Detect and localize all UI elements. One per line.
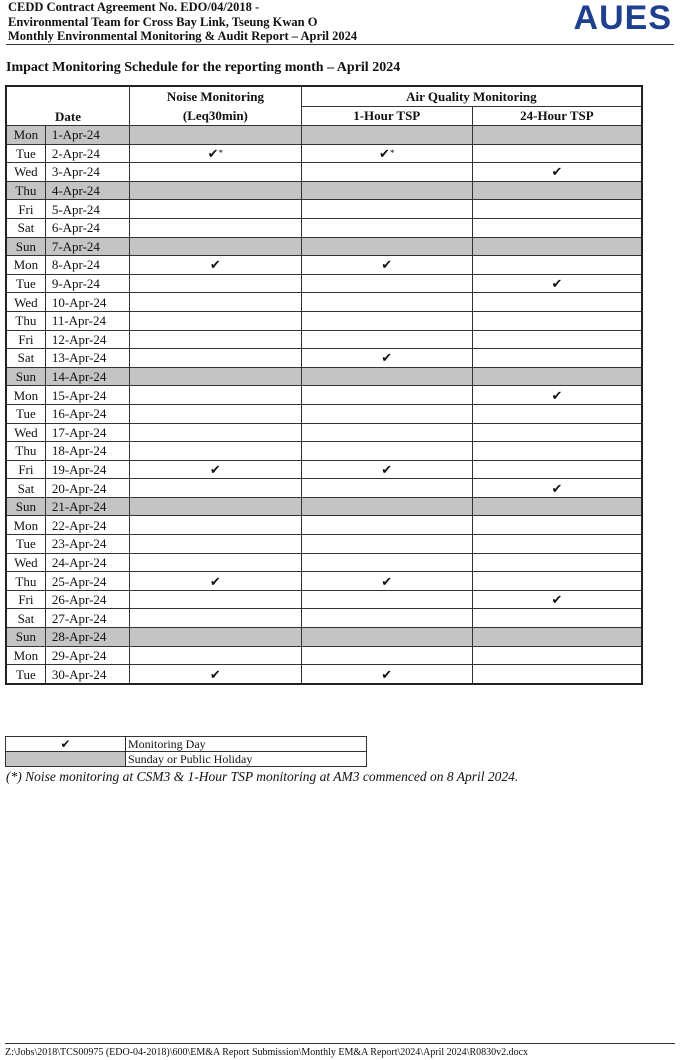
- noise-cell: [130, 349, 302, 368]
- day-cell: Thu: [6, 181, 45, 200]
- noise-cell: [130, 497, 302, 516]
- one-hour-tsp-cell: [301, 367, 472, 386]
- table-row: [6, 628, 642, 647]
- day-cell: Wed: [6, 163, 45, 182]
- date-cell: 5-Apr-24: [45, 200, 129, 219]
- asterisk-mark: *: [389, 147, 395, 158]
- noise-cell: [130, 535, 302, 554]
- day-cell: Fri: [6, 460, 45, 479]
- one-hour-tsp-cell: ✔: [301, 572, 472, 591]
- day-cell: Sun: [6, 367, 45, 386]
- date-cell: 9-Apr-24: [45, 274, 129, 293]
- noise-cell: [130, 200, 302, 219]
- date-cell: 15-Apr-24: [45, 386, 129, 405]
- noise-cell: ✔: [130, 256, 302, 275]
- twenty-four-hour-tsp-cell: [472, 256, 642, 275]
- noise-cell: [130, 516, 302, 535]
- one-hour-tsp-cell: [301, 423, 472, 442]
- one-hour-tsp-cell: [301, 404, 472, 423]
- date-cell: 25-Apr-24: [45, 572, 129, 591]
- twenty-four-hour-tsp-cell: [472, 367, 642, 386]
- date-cell: 18-Apr-24: [45, 442, 129, 461]
- noise-cell: ✔: [130, 665, 302, 684]
- footnote: (*) Noise monitoring at CSM3 & 1-Hour TSP monitoring at AM3 commenced on 8 April 2024.: [6, 769, 519, 784]
- table-row: [6, 516, 642, 535]
- noise-cell: [130, 479, 302, 498]
- day-cell: Tue: [6, 274, 45, 293]
- twenty-four-hour-tsp-cell: [472, 311, 642, 330]
- date-cell: 8-Apr-24: [45, 256, 129, 275]
- one-hour-tsp-cell: ✔*: [301, 144, 472, 163]
- one-hour-tsp-cell: [301, 330, 472, 349]
- table-row: [6, 218, 642, 237]
- date-cell: 28-Apr-24: [45, 628, 129, 647]
- table-row: [6, 330, 642, 349]
- one-hour-tsp-cell: ✔: [301, 256, 472, 275]
- table-row: [6, 386, 642, 405]
- noise-cell: [130, 237, 302, 256]
- twenty-four-hour-tsp-cell: [472, 423, 642, 442]
- one-hour-tsp-cell: [301, 553, 472, 572]
- one-hour-tsp-cell: [301, 237, 472, 256]
- one-hour-tsp-cell: ✔: [301, 460, 472, 479]
- document-header: [6, 0, 674, 45]
- day-cell: Thu: [6, 442, 45, 461]
- noise-cell: [130, 293, 302, 312]
- noise-cell: [130, 404, 302, 423]
- table-row: [6, 460, 642, 479]
- date-cell: 20-Apr-24: [45, 479, 129, 498]
- table-row: [6, 126, 642, 145]
- day-cell: Sat: [6, 479, 45, 498]
- one-hour-tsp-cell: ✔: [301, 665, 472, 684]
- table-row: [6, 553, 642, 572]
- one-hour-tsp-cell: [301, 126, 472, 145]
- file-path-footer: Z:\Jobs\2018\TCS00975 (EDO-04-2018)\600\EM&A Report Submission\Monthly EM&A Report\2024\April 2024\R0830v2.docx: [5, 1043, 675, 1058]
- twenty-four-hour-tsp-cell: ✔: [472, 590, 642, 609]
- day-cell: Tue: [6, 404, 45, 423]
- noise-header: [130, 86, 302, 126]
- twenty-four-hour-tsp-cell: ✔: [472, 163, 642, 182]
- date-cell: 19-Apr-24: [45, 460, 129, 479]
- asterisk-mark: *: [218, 147, 224, 158]
- date-header: [6, 86, 130, 126]
- noise-cell: [130, 386, 302, 405]
- day-cell: Sat: [6, 218, 45, 237]
- table-row: [6, 200, 642, 219]
- table-row: [6, 349, 642, 368]
- table-row: [6, 256, 642, 275]
- header-line-1: CEDD Contract Agreement No. EDO/04/2018 -: [8, 0, 260, 14]
- twenty-four-hour-tsp-cell: [472, 349, 642, 368]
- twenty-four-hour-tsp-cell: [472, 404, 642, 423]
- twenty-four-hour-tsp-cell: [472, 330, 642, 349]
- table-row: [6, 590, 642, 609]
- one-hour-tsp-cell: [301, 609, 472, 628]
- day-cell: Fri: [6, 590, 45, 609]
- table-row: [6, 442, 642, 461]
- noise-cell: [130, 628, 302, 647]
- one-hour-tsp-cell: [301, 181, 472, 200]
- day-cell: Sat: [6, 349, 45, 368]
- date-cell: 2-Apr-24: [45, 144, 129, 163]
- table-row: [6, 237, 642, 256]
- twenty-four-hour-tsp-cell: [472, 181, 642, 200]
- noise-cell: [130, 442, 302, 461]
- twenty-four-hour-tsp-cell: [472, 460, 642, 479]
- twenty-four-hour-tsp-cell: [472, 442, 642, 461]
- one-hour-tsp-cell: [301, 646, 472, 665]
- twenty-four-hour-tsp-cell: [472, 646, 642, 665]
- day-cell: Tue: [6, 535, 45, 554]
- twenty-four-hour-tsp-cell: ✔: [472, 386, 642, 405]
- table-row: [6, 609, 642, 628]
- table-row: [6, 479, 642, 498]
- header-line-3: Monthly Environmental Monitoring & Audit Report – April 2024: [8, 29, 358, 43]
- date-header-label: Date: [55, 109, 82, 124]
- day-cell: Sat: [6, 609, 45, 628]
- twenty-four-hour-tsp-cell: [472, 126, 642, 145]
- day-cell: Fri: [6, 200, 45, 219]
- table-row: [6, 367, 642, 386]
- one-hour-tsp-cell: [301, 218, 472, 237]
- one-hour-tsp-cell: [301, 386, 472, 405]
- one-hour-tsp-cell: [301, 497, 472, 516]
- table-row: [6, 181, 642, 200]
- day-cell: Tue: [6, 144, 45, 163]
- twenty-four-hour-tsp-cell: [472, 237, 642, 256]
- one-hour-tsp-cell: [301, 590, 472, 609]
- date-cell: 14-Apr-24: [45, 367, 129, 386]
- table-row: [6, 646, 642, 665]
- header-line-2: Environmental Team for Cross Bay Link, Tseung Kwan O: [8, 14, 318, 29]
- one-hour-tsp-cell: [301, 293, 472, 312]
- table-row: [6, 535, 642, 554]
- noise-header-label: Noise Monitoring: [166, 89, 264, 104]
- one-hour-tsp-cell: [301, 200, 472, 219]
- date-cell: 3-Apr-24: [45, 163, 129, 182]
- date-cell: 10-Apr-24: [45, 293, 129, 312]
- day-cell: Fri: [6, 330, 45, 349]
- twenty-four-hour-tsp-cell: [472, 293, 642, 312]
- twenty-four-hour-tsp-cell: [472, 665, 642, 684]
- legend-monitoring-day: Monitoring Day: [126, 737, 367, 752]
- day-cell: Wed: [6, 293, 45, 312]
- noise-cell: [130, 311, 302, 330]
- date-cell: 26-Apr-24: [45, 590, 129, 609]
- noise-cell: [130, 553, 302, 572]
- noise-cell: [130, 423, 302, 442]
- twenty-four-hour-tsp-cell: [472, 516, 642, 535]
- table-row: [6, 311, 642, 330]
- table-row: [6, 497, 642, 516]
- noise-cell: [130, 590, 302, 609]
- noise-cell: ✔: [130, 460, 302, 479]
- one-hour-tsp-cell: [301, 516, 472, 535]
- twenty-four-hour-tsp-cell: [472, 572, 642, 591]
- twenty-four-hour-tsp-cell: ✔: [472, 479, 642, 498]
- aues-logo: AUES: [573, 0, 672, 37]
- table-row: [6, 293, 642, 312]
- noise-cell: [130, 126, 302, 145]
- table-row: [6, 404, 642, 423]
- one-hour-tsp-cell: [301, 311, 472, 330]
- noise-cell: [130, 163, 302, 182]
- one-hour-tsp-cell: [301, 535, 472, 554]
- noise-cell: [130, 181, 302, 200]
- noise-cell: [130, 646, 302, 665]
- day-cell: Sun: [6, 497, 45, 516]
- one-hour-tsp-cell: [301, 163, 472, 182]
- date-cell: 13-Apr-24: [45, 349, 129, 368]
- day-cell: Sun: [6, 628, 45, 647]
- air-quality-header: Air Quality Monitoring: [301, 86, 642, 106]
- day-cell: Sun: [6, 237, 45, 256]
- date-cell: 24-Apr-24: [45, 553, 129, 572]
- date-cell: 7-Apr-24: [45, 237, 129, 256]
- header-lines: [8, 0, 357, 44]
- day-cell: Mon: [6, 126, 45, 145]
- date-cell: 4-Apr-24: [45, 181, 129, 200]
- noise-cell: [130, 274, 302, 293]
- one-hour-tsp-header: 1-Hour TSP: [301, 106, 472, 126]
- noise-cell: [130, 218, 302, 237]
- day-cell: Mon: [6, 386, 45, 405]
- table-row: [6, 163, 642, 182]
- table-row: [6, 274, 642, 293]
- noise-cell: [130, 330, 302, 349]
- table-row: [6, 144, 642, 163]
- twenty-four-hour-tsp-header: 24-Hour TSP: [472, 106, 642, 126]
- table-row: [6, 665, 642, 684]
- one-hour-tsp-cell: [301, 274, 472, 293]
- date-cell: 1-Apr-24: [45, 126, 129, 145]
- date-cell: 11-Apr-24: [45, 311, 129, 330]
- check-icon: ✔: [6, 737, 126, 752]
- day-cell: Wed: [6, 423, 45, 442]
- schedule-body: [6, 126, 642, 684]
- monitoring-schedule-table: [5, 85, 643, 685]
- noise-cell: [130, 367, 302, 386]
- noise-cell: ✔: [130, 572, 302, 591]
- date-cell: 21-Apr-24: [45, 497, 129, 516]
- table-row: [6, 572, 642, 591]
- date-cell: 12-Apr-24: [45, 330, 129, 349]
- day-cell: Wed: [6, 553, 45, 572]
- one-hour-tsp-cell: [301, 479, 472, 498]
- date-cell: 29-Apr-24: [45, 646, 129, 665]
- noise-header-sub: (Leq30min): [182, 108, 248, 123]
- twenty-four-hour-tsp-cell: [472, 218, 642, 237]
- day-cell: Mon: [6, 516, 45, 535]
- date-cell: 6-Apr-24: [45, 218, 129, 237]
- table-row: [6, 423, 642, 442]
- day-cell: Mon: [6, 256, 45, 275]
- date-cell: 30-Apr-24: [45, 665, 129, 684]
- holiday-swatch: [6, 752, 126, 767]
- day-cell: Tue: [6, 665, 45, 684]
- page-title: Impact Monitoring Schedule for the reporting month – April 2024: [6, 60, 401, 75]
- noise-cell: ✔*: [130, 144, 302, 163]
- twenty-four-hour-tsp-cell: [472, 628, 642, 647]
- twenty-four-hour-tsp-cell: [472, 535, 642, 554]
- legend-holiday: Sunday or Public Holiday: [126, 752, 367, 767]
- twenty-four-hour-tsp-cell: [472, 144, 642, 163]
- twenty-four-hour-tsp-cell: [472, 553, 642, 572]
- one-hour-tsp-cell: [301, 442, 472, 461]
- date-cell: 23-Apr-24: [45, 535, 129, 554]
- twenty-four-hour-tsp-cell: ✔: [472, 274, 642, 293]
- noise-cell: [130, 609, 302, 628]
- one-hour-tsp-cell: [301, 628, 472, 647]
- date-cell: 27-Apr-24: [45, 609, 129, 628]
- day-cell: Mon: [6, 646, 45, 665]
- date-cell: 22-Apr-24: [45, 516, 129, 535]
- twenty-four-hour-tsp-cell: [472, 497, 642, 516]
- one-hour-tsp-cell: ✔: [301, 349, 472, 368]
- twenty-four-hour-tsp-cell: [472, 200, 642, 219]
- twenty-four-hour-tsp-cell: [472, 609, 642, 628]
- legend-table: [5, 736, 367, 767]
- day-cell: Thu: [6, 572, 45, 591]
- date-cell: 17-Apr-24: [45, 423, 129, 442]
- day-cell: Thu: [6, 311, 45, 330]
- date-cell: 16-Apr-24: [45, 404, 129, 423]
